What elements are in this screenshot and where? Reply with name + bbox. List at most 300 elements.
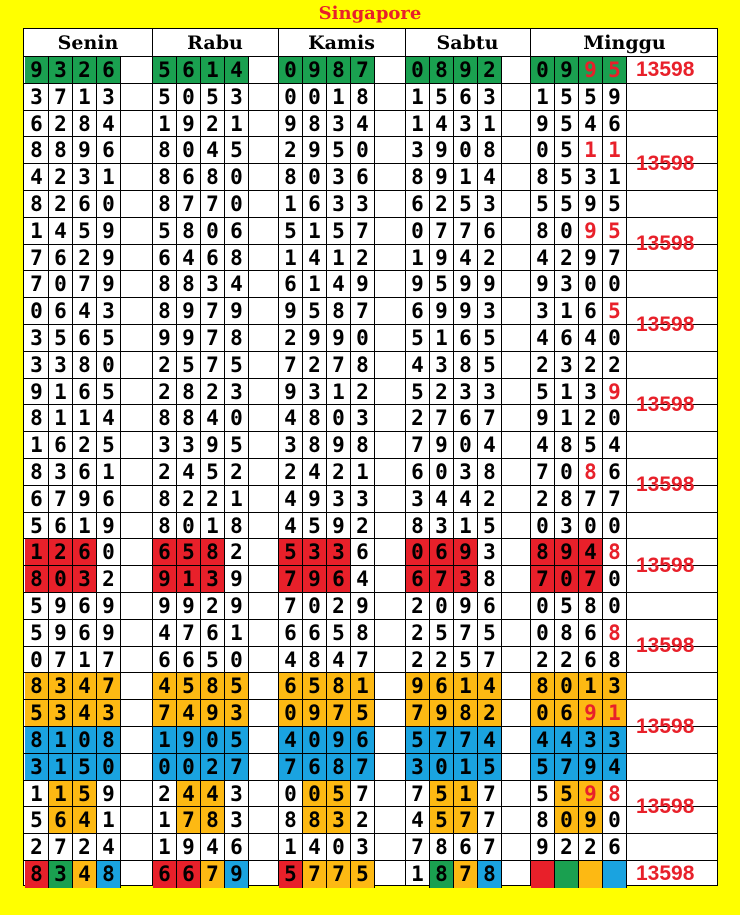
digit-cell: 5 [531, 754, 555, 781]
digit-cell: 6 [454, 325, 478, 352]
digit-cell: 7 [201, 861, 225, 888]
digit-cell: 9 [303, 137, 327, 164]
row-divider [24, 136, 717, 137]
digit-cell: 2 [225, 459, 249, 486]
digit-cell: 7 [454, 620, 478, 647]
digit-cell: 2 [478, 486, 502, 513]
result-number: 13598 [636, 393, 695, 416]
digit-cell: 1 [579, 673, 603, 700]
digit-cell: 4 [225, 271, 249, 298]
digit-cell: 6 [430, 539, 454, 566]
row-divider [24, 324, 717, 325]
digit-cell: 0 [49, 271, 73, 298]
digit-cell: 5 [531, 781, 555, 808]
row-divider [24, 190, 717, 191]
digit-cell: 4 [177, 245, 201, 272]
digit-cell: 6 [153, 861, 177, 888]
digit-cell: 5 [478, 754, 502, 781]
digit-cell: 3 [454, 379, 478, 406]
digit-cell: 0 [579, 271, 603, 298]
digit-cell: 3 [73, 566, 97, 593]
digit-cell: 3 [49, 861, 73, 888]
digit-cell: 6 [49, 298, 73, 325]
digit-cell: 8 [225, 245, 249, 272]
row-divider [24, 110, 717, 111]
digit-cell: 2 [97, 566, 121, 593]
digit-cell: 6 [97, 57, 121, 84]
digit-cell: 2 [406, 593, 430, 620]
digit-cell: 4 [531, 727, 555, 754]
digit-cell: 9 [430, 164, 454, 191]
digit-cell: 4 [406, 807, 430, 834]
digit-cell: 9 [153, 593, 177, 620]
digit-cell: 2 [225, 539, 249, 566]
digit-cell: 7 [531, 459, 555, 486]
digit-cell: 3 [351, 834, 375, 861]
digit-cell: 1 [73, 84, 97, 111]
digit-cell: 5 [201, 647, 225, 674]
digit-cell: 0 [303, 781, 327, 808]
digit-cell: 3 [73, 164, 97, 191]
digit-cell: 1 [177, 566, 201, 593]
digit-cell: 0 [97, 352, 121, 379]
digit-cell: 1 [49, 379, 73, 406]
digit-cell: 4 [531, 245, 555, 272]
digit-cell: 2 [406, 620, 430, 647]
digit-cell: 0 [531, 137, 555, 164]
digit-cell: 6 [177, 164, 201, 191]
digit-cell: 1 [201, 57, 225, 84]
digit-cell: 8 [478, 566, 502, 593]
digit-cell: 8 [25, 405, 49, 432]
digit-cell: 9 [49, 593, 73, 620]
digit-cell: 6 [177, 57, 201, 84]
digit-cell: 1 [579, 137, 603, 164]
digit-cell: 4 [303, 834, 327, 861]
digit-cell: 0 [25, 647, 49, 674]
digit-cell: 6 [478, 218, 502, 245]
column-header-rabu: Rabu [187, 32, 243, 54]
digit-cell: 3 [327, 111, 351, 138]
digit-cell: 8 [531, 807, 555, 834]
digit-cell: 0 [177, 84, 201, 111]
digit-cell: 2 [201, 486, 225, 513]
digit-cell: 6 [225, 218, 249, 245]
digit-cell: 7 [177, 191, 201, 218]
digit-cell: 5 [406, 727, 430, 754]
digit-cell: 4 [177, 700, 201, 727]
digit-cell: 0 [579, 513, 603, 540]
digit-cell: 5 [303, 673, 327, 700]
digit-cell: 4 [430, 486, 454, 513]
digit-cell: 2 [73, 834, 97, 861]
digit-cell: 8 [603, 647, 627, 674]
digit-cell: 1 [97, 807, 121, 834]
digit-cell: 7 [351, 57, 375, 84]
digit-cell: 6 [351, 164, 375, 191]
digit-cell: 2 [153, 459, 177, 486]
digit-cell: 9 [430, 432, 454, 459]
digit-cell: 0 [531, 57, 555, 84]
digit-cell: 4 [531, 325, 555, 352]
digit-cell: 4 [454, 245, 478, 272]
result-number: 13598 [636, 714, 695, 738]
digit-cell: 7 [225, 754, 249, 781]
digit-cell: 5 [555, 191, 579, 218]
digit-cell: 4 [201, 834, 225, 861]
digit-cell: 5 [73, 781, 97, 808]
digit-cell: 7 [153, 700, 177, 727]
digit-cell: 2 [531, 352, 555, 379]
digit-cell: 3 [303, 539, 327, 566]
result-number: 13598 [636, 58, 695, 81]
digit-cell: 3 [327, 191, 351, 218]
digit-cell: 3 [25, 84, 49, 111]
digit-cell: 5 [73, 754, 97, 781]
digit-cell: 0 [555, 459, 579, 486]
digit-cell: 4 [201, 405, 225, 432]
digit-cell: 8 [555, 620, 579, 647]
digit-cell: 8 [25, 137, 49, 164]
digit-cell: 6 [201, 620, 225, 647]
digit-cell: 5 [303, 298, 327, 325]
digit-cell: 9 [225, 298, 249, 325]
digit-cell: 4 [351, 566, 375, 593]
digit-cell: 8 [327, 298, 351, 325]
digit-cell: 1 [49, 781, 73, 808]
digit-cell: 2 [531, 486, 555, 513]
digit-cell: 2 [603, 352, 627, 379]
digit-cell: 0 [279, 57, 303, 84]
digit-cell: 6 [49, 807, 73, 834]
row-divider [24, 780, 717, 781]
digit-cell: 5 [225, 673, 249, 700]
digit-cell: 8 [555, 486, 579, 513]
digit-cell: 3 [225, 700, 249, 727]
digit-cell: 2 [579, 834, 603, 861]
digit-cell: 9 [430, 298, 454, 325]
digit-cell: 5 [478, 513, 502, 540]
digit-cell: 0 [279, 781, 303, 808]
digit-cell: 8 [25, 673, 49, 700]
digit-cell: 9 [579, 700, 603, 727]
digit-cell: 9 [531, 834, 555, 861]
digit-cell: 9 [177, 298, 201, 325]
digit-cell: 3 [351, 486, 375, 513]
digit-cell: 8 [49, 137, 73, 164]
digit-cell: 4 [603, 754, 627, 781]
digit-cell: 2 [49, 191, 73, 218]
digit-cell: 4 [97, 834, 121, 861]
digit-cell: 1 [454, 781, 478, 808]
digit-cell: 3 [153, 432, 177, 459]
digit-cell: 7 [430, 727, 454, 754]
digit-cell: 4 [153, 673, 177, 700]
row-divider [24, 512, 717, 513]
digit-cell: 1 [153, 834, 177, 861]
digit-cell: 9 [531, 271, 555, 298]
digit-cell: 3 [25, 754, 49, 781]
digit-cell: 9 [225, 566, 249, 593]
digit-cell: 8 [406, 513, 430, 540]
digit-cell: 5 [327, 620, 351, 647]
digit-cell: 0 [603, 566, 627, 593]
digit-cell: 6 [603, 834, 627, 861]
digit-cell: 9 [97, 513, 121, 540]
digit-cell: 5 [351, 861, 375, 888]
digit-cell: 5 [25, 700, 49, 727]
digit-cell: 2 [201, 111, 225, 138]
digit-cell: 8 [531, 673, 555, 700]
digit-cell: 3 [25, 325, 49, 352]
digit-cell: 7 [454, 218, 478, 245]
digit-cell: 4 [177, 459, 201, 486]
digit-cell: 5 [406, 325, 430, 352]
digit-cell: 2 [279, 459, 303, 486]
digit-cell: 9 [406, 673, 430, 700]
digit-cell: 3 [49, 57, 73, 84]
digit-cell: 9 [579, 191, 603, 218]
digit-cell: 5 [225, 432, 249, 459]
digit-cell: 7 [97, 647, 121, 674]
digit-cell: 9 [73, 137, 97, 164]
digit-cell: 7 [279, 593, 303, 620]
digit-cell: 8 [351, 620, 375, 647]
digit-cell: 9 [225, 593, 249, 620]
digit-cell: 9 [454, 539, 478, 566]
digit-cell: 6 [603, 111, 627, 138]
digit-cell: 9 [25, 57, 49, 84]
digit-cell: 3 [430, 513, 454, 540]
digit-cell: 0 [225, 164, 249, 191]
digit-cell: 8 [327, 57, 351, 84]
digit-cell: 3 [406, 486, 430, 513]
digit-cell: 5 [555, 593, 579, 620]
digit-cell: 3 [49, 700, 73, 727]
digit-cell: 5 [225, 352, 249, 379]
digit-cell: 6 [406, 298, 430, 325]
digit-cell: 9 [177, 834, 201, 861]
digit-cell: 6 [430, 673, 454, 700]
digit-cell: 9 [97, 271, 121, 298]
digit-cell: 2 [351, 379, 375, 406]
digit-cell: 9 [97, 620, 121, 647]
digit-cell: 3 [327, 539, 351, 566]
digit-cell: 7 [201, 191, 225, 218]
digit-cell: 5 [279, 218, 303, 245]
digit-cell: 1 [555, 405, 579, 432]
digit-cell: 2 [327, 459, 351, 486]
digit-cell [603, 861, 627, 888]
digit-cell: 8 [153, 486, 177, 513]
digit-cell: 8 [97, 861, 121, 888]
digit-cell: 5 [531, 191, 555, 218]
digit-cell: 3 [97, 700, 121, 727]
digit-cell: 5 [73, 218, 97, 245]
digit-cell: 9 [579, 807, 603, 834]
digit-cell: 9 [97, 593, 121, 620]
digit-cell: 9 [201, 700, 225, 727]
digit-cell: 8 [303, 647, 327, 674]
digit-cell: 6 [97, 137, 121, 164]
digit-cell: 6 [177, 861, 201, 888]
digit-cell: 3 [225, 807, 249, 834]
result-number: 13598 [636, 312, 695, 336]
digit-cell: 8 [225, 325, 249, 352]
digit-cell: 8 [177, 271, 201, 298]
digit-cell: 9 [303, 325, 327, 352]
digit-cell: 2 [25, 834, 49, 861]
digit-cell: 7 [279, 566, 303, 593]
digit-cell: 7 [406, 700, 430, 727]
digit-cell [531, 861, 555, 888]
digit-cell: 7 [478, 405, 502, 432]
digit-cell: 7 [201, 352, 225, 379]
digit-cell: 8 [25, 727, 49, 754]
digit-cell: 5 [177, 673, 201, 700]
digit-cell: 9 [279, 379, 303, 406]
row-divider [24, 806, 717, 807]
digit-cell: 5 [603, 298, 627, 325]
digit-cell: 5 [279, 539, 303, 566]
digit-cell: 2 [303, 352, 327, 379]
digit-cell: 0 [97, 191, 121, 218]
column-header-minggu: Minggu [583, 32, 666, 54]
digit-cell: 7 [579, 566, 603, 593]
digit-cell: 6 [73, 191, 97, 218]
digit-cell: 7 [327, 861, 351, 888]
digit-cell: 7 [454, 727, 478, 754]
digit-cell: 9 [177, 727, 201, 754]
digit-cell: 4 [351, 111, 375, 138]
digit-cell: 3 [49, 673, 73, 700]
digit-cell: 6 [73, 539, 97, 566]
digit-cell: 4 [406, 352, 430, 379]
digit-cell: 3 [97, 298, 121, 325]
digit-cell: 8 [25, 459, 49, 486]
digit-cell: 6 [153, 539, 177, 566]
digit-cell: 0 [327, 405, 351, 432]
digit-cell: 4 [327, 271, 351, 298]
digit-cell: 3 [478, 298, 502, 325]
digit-cell: 3 [351, 405, 375, 432]
digit-cell: 0 [49, 566, 73, 593]
row-divider [24, 431, 717, 432]
digit-cell: 1 [327, 84, 351, 111]
digit-cell: 1 [73, 647, 97, 674]
digit-cell: 2 [327, 593, 351, 620]
digit-cell: 4 [25, 164, 49, 191]
row-divider [24, 244, 717, 245]
digit-cell: 1 [303, 218, 327, 245]
digit-cell: 1 [555, 379, 579, 406]
digit-cell: 5 [555, 111, 579, 138]
digit-cell: 7 [478, 781, 502, 808]
result-number: 13598 [636, 795, 695, 818]
digit-cell: 3 [454, 111, 478, 138]
digit-cell: 5 [97, 379, 121, 406]
digit-cell: 4 [225, 57, 249, 84]
digit-cell: 3 [579, 164, 603, 191]
digit-cell: 2 [555, 245, 579, 272]
digit-cell: 5 [225, 727, 249, 754]
column-header-kamis: Kamis [308, 32, 375, 54]
row-divider [24, 726, 717, 727]
digit-cell: 7 [454, 807, 478, 834]
digit-cell: 9 [177, 111, 201, 138]
digit-cell: 9 [454, 298, 478, 325]
digit-cell: 6 [454, 84, 478, 111]
digit-cell: 3 [201, 271, 225, 298]
page-title: Singapore [318, 3, 422, 24]
digit-cell: 2 [430, 379, 454, 406]
digit-cell: 7 [177, 620, 201, 647]
digit-cell: 5 [430, 807, 454, 834]
digit-cell: 5 [430, 84, 454, 111]
digit-cell: 7 [327, 352, 351, 379]
digit-cell: 1 [97, 164, 121, 191]
digit-cell: 4 [279, 486, 303, 513]
digit-cell: 5 [531, 379, 555, 406]
digit-cell: 4 [279, 647, 303, 674]
digit-cell: 3 [603, 727, 627, 754]
digit-cell: 0 [603, 271, 627, 298]
digit-cell: 0 [201, 727, 225, 754]
digit-cell: 2 [153, 379, 177, 406]
digit-cell: 3 [579, 727, 603, 754]
digit-cell: 4 [478, 432, 502, 459]
digit-cell: 9 [279, 298, 303, 325]
digit-cell: 6 [279, 673, 303, 700]
digit-cell: 7 [25, 271, 49, 298]
digit-cell: 2 [579, 352, 603, 379]
digit-cell: 9 [406, 271, 430, 298]
digit-cell: 9 [303, 566, 327, 593]
digit-cell: 9 [531, 111, 555, 138]
digit-cell: 1 [25, 539, 49, 566]
digit-cell: 8 [303, 111, 327, 138]
result-number: 13598 [636, 151, 695, 175]
digit-cell: 8 [153, 298, 177, 325]
digit-cell: 2 [279, 137, 303, 164]
digit-cell: 5 [303, 513, 327, 540]
digit-cell: 1 [327, 245, 351, 272]
result-number: 13598 [636, 862, 695, 885]
digit-cell: 9 [351, 593, 375, 620]
digit-cell: 1 [153, 807, 177, 834]
digit-cell: 8 [327, 754, 351, 781]
digit-cell: 9 [153, 566, 177, 593]
digit-cell: 9 [327, 325, 351, 352]
digit-cell: 4 [73, 298, 97, 325]
digit-cell: 8 [201, 673, 225, 700]
digit-cell: 0 [406, 218, 430, 245]
digit-cell: 9 [177, 593, 201, 620]
digit-cell: 4 [603, 432, 627, 459]
digit-cell: 7 [430, 218, 454, 245]
digit-cell: 8 [153, 191, 177, 218]
digit-cell: 1 [153, 111, 177, 138]
row-divider [24, 297, 717, 298]
digit-cell: 7 [454, 861, 478, 888]
digit-cell: 8 [327, 673, 351, 700]
row-divider [24, 672, 717, 673]
digit-cell: 9 [73, 486, 97, 513]
digit-cell: 2 [406, 405, 430, 432]
digit-cell: 4 [201, 781, 225, 808]
digit-cell: 7 [478, 807, 502, 834]
digit-cell: 6 [73, 620, 97, 647]
